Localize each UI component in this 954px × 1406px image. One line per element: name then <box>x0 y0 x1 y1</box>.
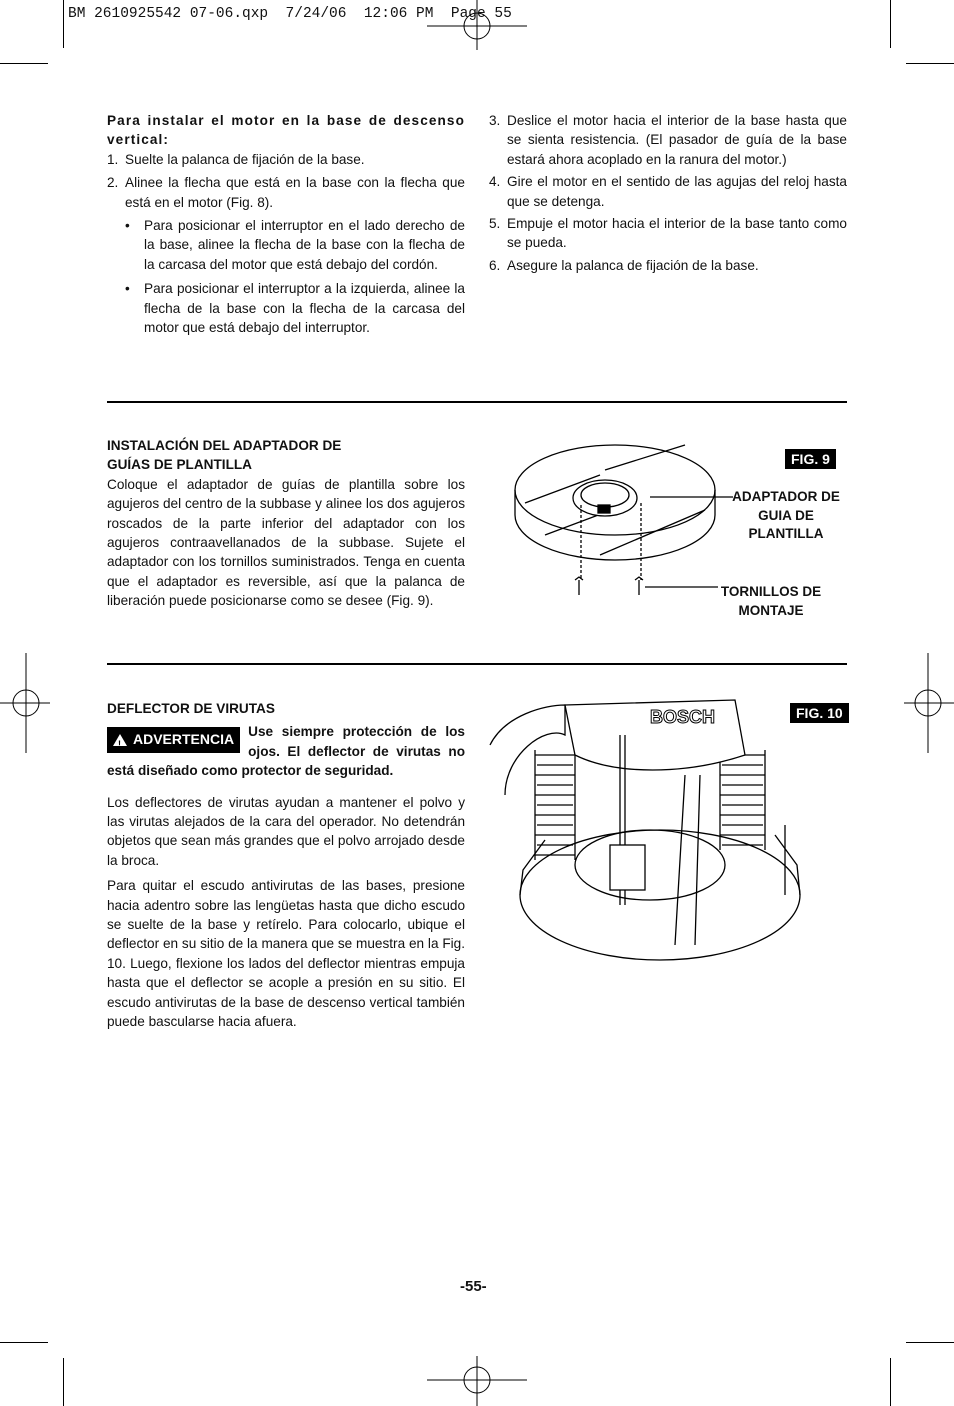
fig-9-illustration <box>505 435 735 605</box>
page-number: -55- <box>460 1278 487 1295</box>
section-divider-2 <box>107 663 847 665</box>
chip-deflector-para-1: Los deflectores de virutas ayudan a mantener el polvo y las virutas alejados de la cara del operador. No detendrán objetos que sean más grandes que el polvo arrojado desde la broca. <box>107 794 465 868</box>
template-guide-text <box>107 436 465 611</box>
bosch-brand-logo: BOSCH <box>650 707 716 727</box>
install-motor-left <box>107 111 465 337</box>
template-guide-body: Coloque el adaptador de guías de plantilla sobre los agujeros del centro de la subbase y alinee los dos agujeros roscados de la parte inferior del adaptador con los agujeros contraavellanados de la subbase. Sujete el adaptador con los tornillos suministrados. Tenga en cuenta que el adaptador es reversible, así que la palanca de liberación puede posicionarse como se desee (Fig. 9). <box>107 476 465 609</box>
warning-triangle-icon: ! <box>113 734 127 746</box>
step-6: 6. Asegure la palanca de fijación de la base. <box>489 257 759 273</box>
template-guide-heading-1: INSTALACIÓN DEL ADAPTADOR DE <box>107 438 342 453</box>
install-motor-right <box>489 111 847 275</box>
fig-9-label: FIG. 9 <box>785 449 836 469</box>
chip-deflector-text <box>107 699 465 1032</box>
callout-template-adapter: ADAPTADOR DE GUIA DE PLANTILLA <box>732 489 840 541</box>
bullet-switch-right: • Para posicionar el interruptor en el lado derecho de la base, alinee la flecha de la base con la flecha de la carcasa del motor que está debajo del cordón. <box>125 218 465 272</box>
install-motor-heading: Para instalar el motor en la base de descenso vertical: <box>107 113 465 148</box>
fig-10-label: FIG. 10 <box>790 703 849 723</box>
callout-mounting-screws: TORNILLOS DE MONTAJE <box>720 584 822 618</box>
step-5: 5. Empuje el motor hacia el interior de la base tanto como se pueda. <box>489 216 847 251</box>
warning-text: Use siempre protección de los ojos. El deflector de virutas no está diseñado como protector de seguridad. <box>107 724 465 779</box>
bullet-switch-left: • Para posicionar el interruptor a la izquierda, alinee la flecha de la base con la flecha de la carcasa del motor que está debajo del interruptor. <box>125 281 465 336</box>
step-3: 3. Deslice el motor hacia el interior de la base hasta que se sienta resistencia. (El pasador de guía de la base estará ahora acoplado en la ranura del motor.) <box>489 113 847 167</box>
file-slug-header: BM 2610925542 07-06.qxp 7/24/06 12:06 PM Page 55 <box>68 6 512 22</box>
section-divider-1 <box>107 401 847 403</box>
step-4: 4. Gire el motor en el sentido de las agujas del reloj hasta que se detenga. <box>489 174 847 209</box>
warning-badge: ! ADVERTENCIA <box>107 727 240 752</box>
chip-deflector-heading: DEFLECTOR DE VIRUTAS <box>107 701 275 716</box>
fig-10-illustration <box>485 695 825 965</box>
template-guide-heading-2: GUÍAS DE PLANTILLA <box>107 457 252 473</box>
warning-block <box>107 722 465 780</box>
step-1: 1. Suelte la palanca de fijación de la base. <box>107 151 365 167</box>
step-2: 2. Alinee la flecha que está en la base con la flecha que está en el motor (Fig. 8). <box>107 175 465 210</box>
chip-deflector-para-2: Para quitar el escudo antivirutas de las bases, presione hacia adentro sobre las lengüetas hasta que dicho escudo se suelte de la base y retírelo. Para colocarlo, ubique el deflector en su sitio de la manera que se muestra en la Fig. 10. Luego, flexione los lados del deflector mientras empuja hasta que el deflector se acople a presión en su sitio. El escudo antivirutas de la base de descenso vertical también puede bascularse hacia afuera. <box>107 878 465 1030</box>
